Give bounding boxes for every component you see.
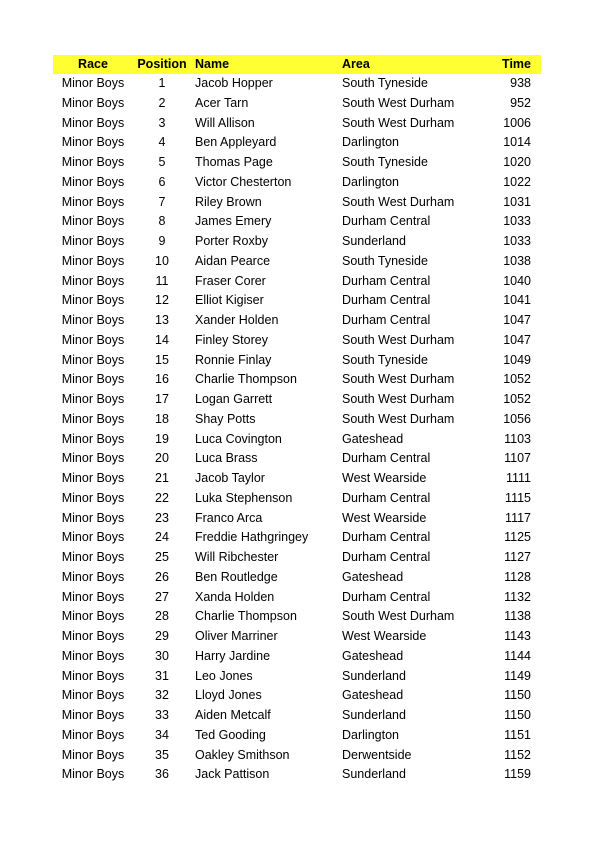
cell-time: 1040	[503, 273, 531, 288]
cell-name: Acer Tarn	[195, 95, 249, 110]
table-row	[53, 291, 541, 311]
cell-area: Derwentside	[342, 747, 412, 762]
cell-position: 25	[155, 550, 169, 564]
cell-area: Darlington	[342, 727, 399, 742]
cell-time: 1115	[505, 490, 531, 505]
cell-time: 1006	[503, 115, 531, 130]
cell-time: 1049	[503, 352, 531, 367]
cell-position: 24	[155, 530, 169, 545]
cell-time: 1033	[503, 234, 531, 248]
cell-name: Freddie Hathgringey	[195, 530, 309, 545]
cell-name: Riley Brown	[195, 194, 262, 209]
cell-name: Will Ribchester	[195, 550, 279, 564]
cell-position: 33	[155, 708, 169, 722]
cell-name: Oakley Smithson	[195, 747, 290, 762]
cell-time: 1132	[504, 589, 531, 604]
cell-area: Sunderland	[342, 708, 406, 722]
cell-race: Minor Boys	[61, 76, 125, 90]
cell-area: South West Durham	[342, 332, 455, 347]
cell-position: 14	[155, 332, 169, 347]
cell-area: West Wearside	[342, 471, 427, 485]
cell-time: 1014	[503, 135, 531, 150]
cell-name: Oliver Marriner	[195, 629, 278, 643]
cell-race: Minor Boys	[61, 569, 125, 584]
cell-position: 28	[155, 609, 169, 624]
cell-area: Darlington	[342, 174, 399, 189]
cell-position: 22	[155, 490, 169, 505]
cell-position: 30	[155, 648, 169, 663]
cell-race: Minor Boys	[61, 708, 125, 722]
table-body	[53, 74, 541, 785]
table-row	[53, 667, 541, 687]
cell-name: Luka Stephenson	[195, 490, 293, 505]
cell-name: Luca Brass	[195, 451, 258, 466]
cell-name: Porter Roxby	[195, 234, 268, 248]
cell-position: 9	[158, 234, 166, 248]
table-row	[53, 568, 541, 588]
cell-race: Minor Boys	[61, 293, 125, 308]
cell-area: South Tyneside	[342, 76, 428, 90]
cell-name: Xander Holden	[195, 313, 279, 327]
cell-time: 1143	[504, 629, 531, 643]
table-row	[53, 588, 541, 608]
cell-time: 1138	[504, 609, 531, 624]
cell-area: Durham Central	[342, 451, 431, 466]
table-row	[53, 469, 541, 489]
table-row	[53, 272, 541, 292]
cell-position: 23	[155, 510, 169, 525]
cell-name: Lloyd Jones	[195, 688, 262, 703]
cell-name: Finley Storey	[195, 332, 268, 347]
table-row	[53, 430, 541, 450]
cell-position: 3	[158, 115, 166, 130]
cell-area: South West Durham	[342, 392, 455, 406]
cell-name: Victor Chesterton	[195, 174, 292, 189]
cell-name: Ted Gooding	[195, 727, 266, 742]
cell-position: 31	[155, 668, 169, 683]
cell-race: Minor Boys	[61, 668, 125, 683]
cell-race: Minor Boys	[61, 352, 125, 367]
cell-race: Minor Boys	[61, 451, 125, 466]
cell-name: Xanda Holden	[195, 589, 275, 604]
cell-time: 1150	[504, 708, 531, 722]
cell-time: 1103	[504, 431, 531, 446]
table-row	[53, 133, 541, 153]
cell-position: 32	[155, 688, 169, 703]
header-position: Position	[137, 57, 187, 71]
table-row	[53, 449, 541, 469]
cell-position: 35	[155, 747, 169, 762]
table-row	[53, 193, 541, 213]
table-row	[53, 311, 541, 331]
cell-race: Minor Boys	[61, 510, 125, 525]
cell-name: Shay Potts	[195, 411, 256, 426]
cell-area: Gateshead	[342, 648, 404, 663]
cell-race: Minor Boys	[61, 431, 125, 446]
cell-position: 10	[155, 253, 169, 268]
table-row	[53, 607, 541, 627]
cell-position: 16	[155, 372, 169, 387]
cell-area: South West Durham	[342, 609, 455, 624]
table-row	[53, 94, 541, 114]
header-race: Race	[78, 57, 108, 71]
cell-race: Minor Boys	[61, 155, 125, 169]
cell-position: 6	[158, 174, 166, 189]
cell-position: 18	[155, 411, 169, 426]
cell-position: 21	[155, 471, 169, 485]
cell-race: Minor Boys	[61, 332, 125, 347]
table-row	[53, 153, 541, 173]
cell-name: Ronnie Finlay	[195, 352, 272, 367]
cell-race: Minor Boys	[61, 234, 125, 248]
cell-race: Minor Boys	[61, 273, 125, 288]
table-row	[53, 726, 541, 746]
table-row	[53, 232, 541, 252]
cell-race: Minor Boys	[61, 214, 125, 229]
cell-name: Thomas Page	[195, 155, 273, 169]
cell-race: Minor Boys	[61, 194, 125, 209]
cell-race: Minor Boys	[61, 392, 125, 406]
table-row	[53, 410, 541, 430]
cell-area: West Wearside	[342, 510, 427, 525]
cell-position: 13	[155, 313, 169, 327]
cell-area: South West Durham	[342, 194, 455, 209]
cell-name: Aiden Metcalf	[195, 708, 271, 722]
cell-name: Charlie Thompson	[195, 609, 297, 624]
table-row	[53, 647, 541, 667]
cell-name: Aidan Pearce	[195, 253, 271, 268]
cell-position: 15	[155, 352, 169, 367]
cell-race: Minor Boys	[61, 174, 125, 189]
cell-race: Minor Boys	[61, 115, 125, 130]
table-row	[53, 114, 541, 134]
cell-name: Jacob Taylor	[195, 471, 265, 485]
cell-position: 19	[155, 431, 169, 446]
cell-name: Will Allison	[195, 115, 255, 130]
table-row	[53, 489, 541, 509]
cell-area: Gateshead	[342, 431, 404, 446]
cell-area: South West Durham	[342, 115, 455, 130]
cell-position: 4	[158, 135, 166, 150]
header-time: Time	[502, 57, 531, 71]
cell-area: Durham Central	[342, 490, 431, 505]
cell-race: Minor Boys	[61, 471, 125, 485]
table-row	[53, 74, 541, 94]
cell-area: Durham Central	[342, 273, 431, 288]
cell-race: Minor Boys	[61, 688, 125, 703]
cell-time: 1020	[503, 155, 531, 169]
cell-time: 1127	[504, 550, 531, 564]
table-row	[53, 509, 541, 529]
cell-area: South West Durham	[342, 95, 455, 110]
cell-position: 8	[158, 214, 166, 229]
cell-time: 938	[510, 76, 531, 90]
cell-name: Elliot Kigiser	[195, 293, 264, 308]
cell-race: Minor Boys	[61, 629, 125, 643]
cell-position: 36	[155, 767, 169, 782]
cell-area: Durham Central	[342, 214, 431, 229]
cell-name: Logan Garrett	[195, 392, 273, 406]
cell-area: South West Durham	[342, 411, 455, 426]
table-row	[53, 212, 541, 232]
cell-time: 1022	[503, 174, 531, 189]
cell-race: Minor Boys	[61, 767, 125, 782]
cell-time: 952	[510, 95, 531, 110]
cell-time: 1052	[503, 372, 531, 387]
cell-time: 1031	[503, 194, 531, 209]
cell-area: South Tyneside	[342, 352, 428, 367]
header-name: Name	[195, 57, 230, 71]
cell-time: 1151	[504, 727, 531, 742]
cell-name: Harry Jardine	[195, 648, 271, 663]
cell-position: 17	[155, 392, 169, 406]
cell-area: South Tyneside	[342, 253, 428, 268]
cell-position: 1	[158, 76, 166, 90]
cell-area: Darlington	[342, 135, 399, 150]
cell-position: 12	[155, 293, 169, 308]
cell-area: Durham Central	[342, 293, 431, 308]
cell-time: 1128	[504, 569, 531, 584]
cell-name: Jacob Hopper	[195, 76, 273, 90]
cell-time: 1047	[503, 332, 531, 347]
cell-time: 1152	[504, 747, 531, 762]
results-table	[53, 55, 541, 785]
cell-area: Durham Central	[342, 550, 431, 564]
cell-time: 1159	[504, 767, 531, 782]
cell-race: Minor Boys	[61, 411, 125, 426]
table-row	[53, 706, 541, 726]
table-row	[53, 370, 541, 390]
table-row	[53, 173, 541, 193]
cell-name: Franco Arca	[195, 510, 263, 525]
table-row	[53, 528, 541, 548]
cell-time: 1111	[505, 471, 531, 485]
cell-race: Minor Boys	[61, 648, 125, 663]
cell-name: Charlie Thompson	[195, 372, 297, 387]
cell-position: 34	[155, 727, 169, 742]
cell-name: James Emery	[195, 214, 272, 229]
cell-position: 7	[158, 194, 166, 209]
table-row	[53, 746, 541, 766]
cell-time: 1125	[504, 530, 531, 545]
cell-time: 1052	[503, 392, 531, 406]
cell-time: 1038	[503, 253, 531, 268]
table-row	[53, 765, 541, 785]
cell-time: 1149	[504, 668, 531, 683]
cell-race: Minor Boys	[61, 95, 125, 110]
cell-race: Minor Boys	[61, 490, 125, 505]
cell-area: South Tyneside	[342, 155, 428, 169]
cell-area: Gateshead	[342, 569, 404, 584]
table-row	[53, 548, 541, 568]
cell-name: Jack Pattison	[195, 767, 270, 782]
cell-race: Minor Boys	[61, 135, 125, 150]
cell-area: Gateshead	[342, 688, 404, 703]
cell-name: Fraser Corer	[195, 273, 266, 288]
cell-area: Sunderland	[342, 767, 406, 782]
cell-time: 1107	[504, 451, 531, 466]
cell-race: Minor Boys	[61, 727, 125, 742]
cell-time: 1056	[503, 411, 531, 426]
cell-area: South West Durham	[342, 372, 455, 387]
header-row	[53, 55, 541, 74]
cell-race: Minor Boys	[61, 253, 125, 268]
cell-name: Ben Appleyard	[195, 135, 277, 150]
cell-race: Minor Boys	[61, 589, 125, 604]
cell-position: 2	[158, 95, 166, 110]
table-row	[53, 331, 541, 351]
cell-time: 1041	[503, 293, 531, 308]
table-row	[53, 627, 541, 647]
cell-time: 1033	[503, 214, 531, 229]
cell-name: Leo Jones	[195, 668, 253, 683]
cell-position: 26	[155, 569, 169, 584]
cell-area: Sunderland	[342, 668, 406, 683]
cell-area: Durham Central	[342, 589, 431, 604]
cell-race: Minor Boys	[61, 530, 125, 545]
cell-race: Minor Boys	[61, 747, 125, 762]
cell-area: Durham Central	[342, 313, 431, 327]
cell-area: Durham Central	[342, 530, 431, 545]
cell-name: Ben Routledge	[195, 569, 278, 584]
cell-position: 20	[155, 451, 169, 466]
cell-time: 1150	[504, 688, 531, 703]
cell-area: West Wearside	[342, 629, 427, 643]
cell-time: 1117	[505, 510, 531, 525]
cell-position: 11	[155, 273, 169, 288]
header-area: Area	[342, 57, 370, 71]
cell-time: 1047	[503, 313, 531, 327]
cell-area: Sunderland	[342, 234, 406, 248]
cell-name: Luca Covington	[195, 431, 282, 446]
table-row	[53, 390, 541, 410]
table-row	[53, 686, 541, 706]
cell-time: 1144	[504, 648, 531, 663]
table-row	[53, 252, 541, 272]
cell-race: Minor Boys	[61, 609, 125, 624]
table-row	[53, 351, 541, 371]
cell-race: Minor Boys	[61, 550, 125, 564]
cell-race: Minor Boys	[61, 372, 125, 387]
cell-position: 5	[158, 155, 166, 169]
cell-position: 29	[155, 629, 169, 643]
cell-race: Minor Boys	[61, 313, 125, 327]
cell-position: 27	[155, 589, 169, 604]
